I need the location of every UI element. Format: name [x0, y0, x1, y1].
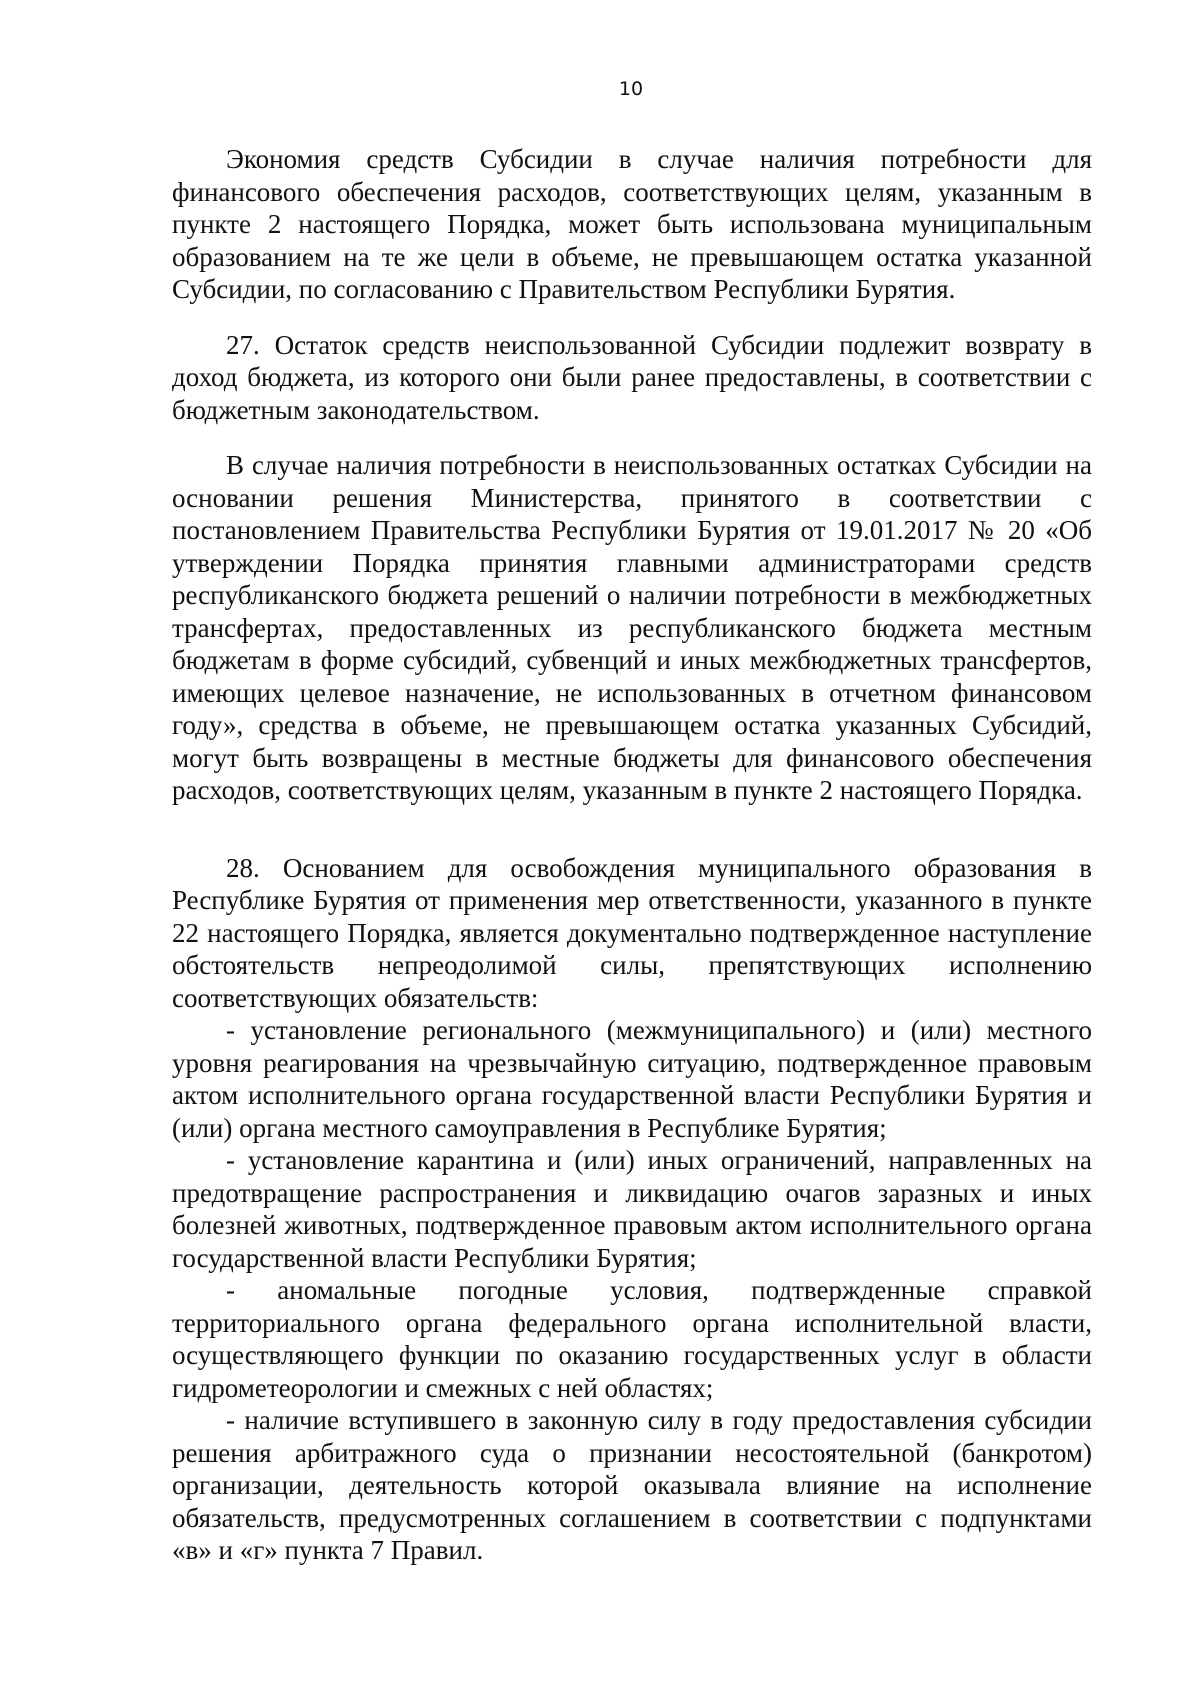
list-item-quarantine: - установление карантина и (или) иных ограничений, направленных на предотвращение распространения и ликвидацию очагов заразных и иных болезней животных, подтвержденное правовым актом исполнительного органа государственной власти Республики Бурятия;: [172, 1145, 1092, 1273]
list-item-weather: - аномальные погодные условия, подтвержденные справкой территориального органа федерального органа исполнительной власти, осуществляющего функции по оказанию государственных услуг в области гидрометеорологии и смежных с ней областях;: [172, 1275, 1092, 1403]
paragraph-27: 27. Остаток средств неиспользованной Субсидии подлежит возврату в доход бюджета, из которого они были ранее предоставлены, в соответствии с бюджетным законодательством.: [172, 329, 1092, 425]
paragraph-savings: Экономия средств Субсидии в случае наличия потребности для финансового обеспечения расходов, соответствующих целям, указанным в пункте 2 настоящего Порядка, может быть использована муниципальным образованием на те же цели в объеме, не превышающем остатка указанной Субсидии, по согласованию с Правительством Республики Бурятия.: [172, 144, 1092, 304]
document-body: [172, 143, 1092, 1567]
list-item-bankruptcy: - наличие вступившего в законную силу в году предоставления субсидии решения арбитражного суда о признании несостоятельной (банкротом) организации, деятельность которой оказывала влияние на исполнение обязательств, предусмотренных соглашением в соответствии с подпунктами «в» и «г» пункта 7 Правил.: [172, 1405, 1092, 1565]
page-number: 10: [618, 78, 644, 100]
paragraph-27-continuation: В случае наличия потребности в неиспользованных остатках Субсидии на основании решения Министерства, принятого в соответствии с постановлением Правительства Республики Бурятия от 19.01.2017 № 20 «Об утверждении Порядка принятия главными администраторами средств республиканского бюджета решений о наличии потребности в межбюджетных трансфертах, предоставленных из республиканского бюджета местным бюджетам в форме субсидий, субвенций и иных межбюджетных трансфертов, имеющих целевое назначение, не использованных в отчетном финансовом году», средства в объеме, не превышающем остатка указанных Субсидий, могут быть возвращены в местные бюджеты для финансового обеспечения расходов, соответствующих целям, указанным в пункте 2 настоящего Порядка.: [172, 450, 1092, 805]
paragraph-28: 28. Основанием для освобождения муниципального образования в Республике Бурятия от применения мер ответственности, указанного в пункте 22 настоящего Порядка, является документально подтвержденное наступление обстоятельств непреодолимой силы, препятствующих исполнению соответствующих обязательств:: [172, 852, 1092, 1013]
list-item-emergency: - установление регионального (межмуниципального) и (или) местного уровня реагирования на чрезвычайную ситуацию, подтвержденное правовым актом исполнительного органа государственной власти Республики Бурятия и (или) органа местного самоуправления в Республике Бурятия;: [172, 1015, 1092, 1143]
